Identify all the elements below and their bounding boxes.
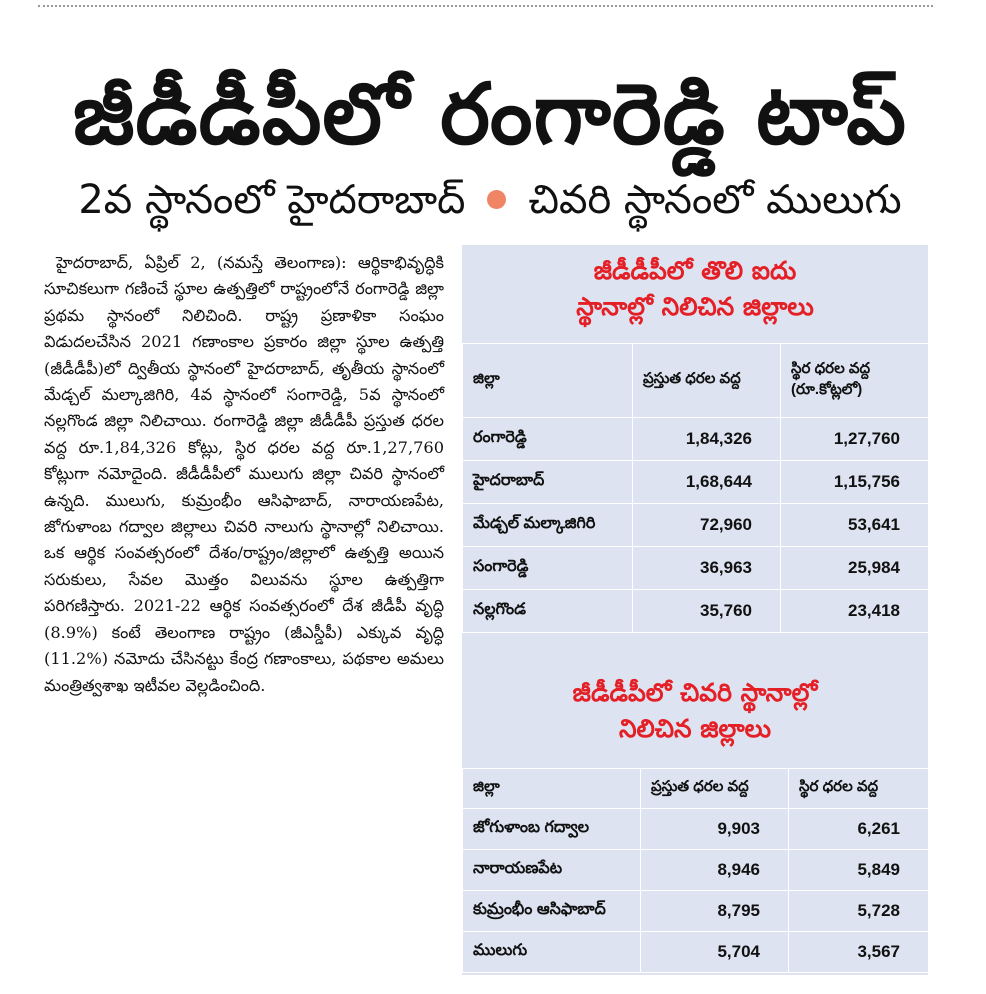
- bottom-four-table: [462, 768, 929, 973]
- top-five-table: [462, 343, 929, 633]
- current-value: 9,903: [641, 809, 789, 850]
- current-value: 1,84,326: [633, 418, 781, 461]
- top-five-title-line2: స్థానాల్లో నిలిచిన జిల్లాలు: [576, 292, 814, 321]
- constant-value: 53,641: [781, 504, 929, 547]
- district-name: హైదరాబాద్: [463, 461, 633, 504]
- district-name: జోగుళాంబ గద్వాల: [463, 809, 641, 850]
- header-district: జిల్లా: [463, 769, 641, 809]
- current-value: 72,960: [633, 504, 781, 547]
- header-constant-prices: [781, 344, 929, 418]
- bottom-four-title-line1: జీడీడీపీలో చివరి స్థానాల్లో: [572, 678, 818, 707]
- table-row: [463, 891, 929, 932]
- current-value: 8,795: [641, 891, 789, 932]
- district-name: రంగారెడ్డి: [463, 418, 633, 461]
- header-constant-prices: స్థిర ధరల వద్ద: [789, 769, 929, 809]
- table-row: [463, 932, 929, 973]
- constant-value: 6,261: [789, 809, 929, 850]
- current-value: 5,704: [641, 932, 789, 973]
- subheadline-left: 2వ స్థానంలో హైదరాబాద్: [78, 177, 466, 223]
- bullet-dot-icon: [487, 190, 506, 209]
- top-dotted-rule: [38, 5, 933, 7]
- table-row: [463, 418, 929, 461]
- bottom-four-title: [462, 675, 928, 747]
- constant-value: 5,728: [789, 891, 929, 932]
- table-header-row: [463, 769, 929, 809]
- constant-value: 5,849: [789, 850, 929, 891]
- top-five-title: [462, 253, 928, 325]
- header-current-prices: ప్రస్తుత ధరల వద్ద: [641, 769, 789, 809]
- header-unit: (రూ.కోట్లలో): [791, 380, 863, 398]
- bottom-four-title-line2: నిలిచిన జిల్లాలు: [618, 714, 772, 743]
- table-row: [463, 504, 929, 547]
- gdp-tables-box: [462, 245, 928, 975]
- table-row: [463, 461, 929, 504]
- table-row: [463, 547, 929, 590]
- constant-value: 23,418: [781, 590, 929, 633]
- header-district: జిల్లా: [463, 344, 633, 418]
- header-constant-label: స్థిర ధరల వద్ద: [791, 359, 871, 377]
- constant-value: 25,984: [781, 547, 929, 590]
- table-row: [463, 590, 929, 633]
- subheadline: [40, 172, 940, 228]
- district-name: ములుగు: [463, 932, 641, 973]
- table-row: [463, 809, 929, 850]
- article-body: హైదరాబాద్, ఏప్రిల్ 2, (నమస్తే తెలంగాణ): ఆర్థికాభివృద్ధికి సూచికలుగా గణించే స్థూల ఉత్పత్తిలో రాష్ట్రంలోనే రంగారెడ్డి జిల్లా ప్రథమ స్థానంలో నిలిచింది. రాష్ట్ర ప్రణాళికా సంఘం విడుదలచేసిన 2021 గణాంకాల ప్రకారం జిల్లా స్థూల ఉత్పత్తి (జీడీడీపీ)లో ద్వితీయ స్థానంలో హైదరాబాద్, తృతీయ స్థానంలో మేడ్చల్ మల్కాజిగిరి, 4వ స్థానంలో సంగారెడ్డి, 5వ స్థానంలో నల్లగొండ జిల్లా నిలిచాయి. రంగారెడ్డి జిల్లా జీడీడీపీ ప్రస్తుత ధరల వద్ద రూ.1,84,326 కోట్లు, స్థిర ధరల వద్ద రూ.1,27,760 కోట్లుగా నమోదైంది. జీడీడీపీలో ములుగు జిల్లా చివరి స్థానంలో ఉన్నది. ములుగు, కుమ్రంభీం ఆసిఫాబాద్, నారాయణపేట, జోగుళాంబ గద్వాల జిల్లాలు చివరి నాలుగు స్థానాల్లో నిలిచాయి. ఒక ఆర్థిక సంవత్సరంలో దేశం/రాష్ట్రం/జిల్లాలో ఉత్పత్తి అయిన సరుకులు, సేవల మొత్తం విలువను స్థూల ఉత్పత్తిగా పరిగణిస్తారు. 2021-22 ఆర్థిక సంవత్సరంలో దేశ జీడీపీ వృద్ధి (8.9%) కంటే తెలంగాణ రాష్ట్రం (జీఎస్డీపీ) ఎక్కువ వృద్ధి (11.2%) నమోదు చేసినట్టు కేంద్ర గణాంకాలు, పథకాల అమలు మంత్రిత్వశాఖ ఇటీవల వెల్లడించింది.: [44, 253, 444, 695]
- district-name: కుమ్రంభీం ఆసిఫాబాద్: [463, 891, 641, 932]
- headline: జీడీడీపీలో రంగారెడ్డి టాప్: [72, 65, 908, 163]
- constant-value: 1,15,756: [781, 461, 929, 504]
- district-name: మేడ్చల్ మల్కాజిగిరి: [463, 504, 633, 547]
- current-value: 36,963: [633, 547, 781, 590]
- district-name: సంగారెడ్డి: [463, 547, 633, 590]
- header-current-prices: ప్రస్తుత ధరల వద్ద: [633, 344, 781, 418]
- table-row: [463, 850, 929, 891]
- district-name: నారాయణపేట: [463, 850, 641, 891]
- table-header-row: [463, 344, 929, 418]
- subheadline-right: చివరి స్థానంలో ములుగు: [528, 177, 902, 223]
- current-value: 8,946: [641, 850, 789, 891]
- current-value: 35,760: [633, 590, 781, 633]
- constant-value: 3,567: [789, 932, 929, 973]
- district-name: నల్లగొండ: [463, 590, 633, 633]
- top-five-title-line1: జీడీడీపీలో తొలి ఐదు: [593, 256, 797, 285]
- constant-value: 1,27,760: [781, 418, 929, 461]
- current-value: 1,68,644: [633, 461, 781, 504]
